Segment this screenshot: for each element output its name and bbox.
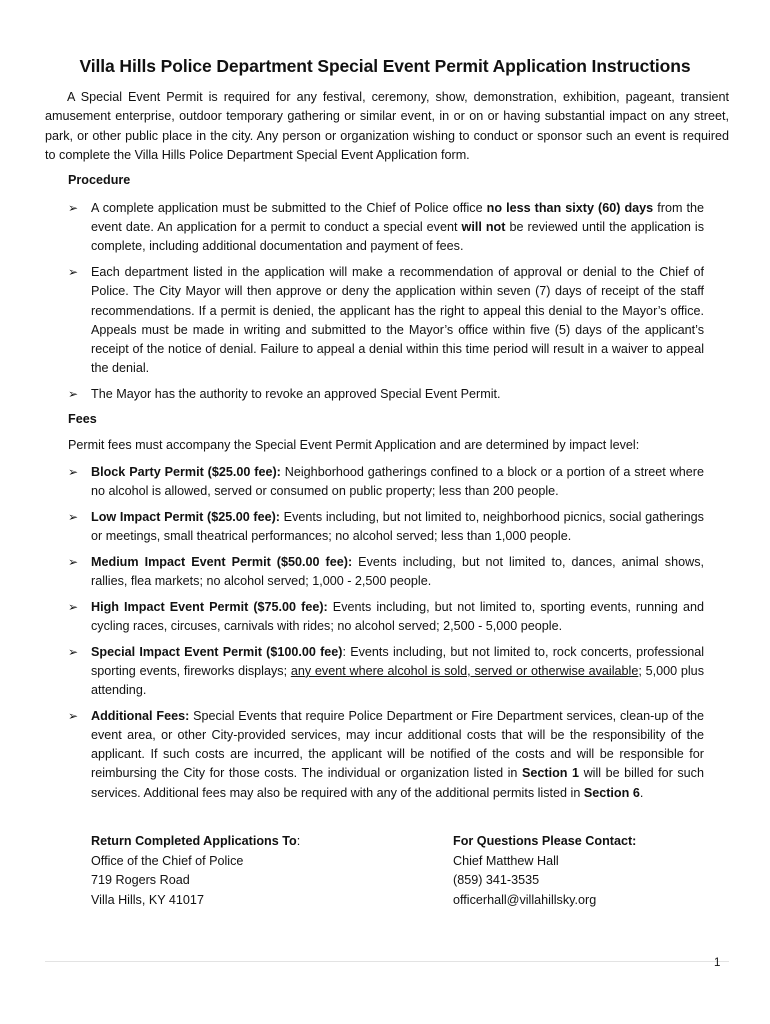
procedure-item-text: A complete application must be submitted to the Chief of Police office <box>91 201 487 215</box>
section-reference: Section 6 <box>583 785 640 800</box>
fee-label: Block Party Permit ($25.00 fee): <box>91 465 281 479</box>
fees-heading: Fees <box>68 412 97 426</box>
contact-email[interactable]: officerhall@villahillsky.org <box>453 892 597 907</box>
alcohol-clause: any event where alcohol is sold, served or otherwise available <box>290 663 639 678</box>
fee-description: : Events including, but not limited to, rock concerts, professional sporting events, fireworks displays; <box>91 644 705 678</box>
procedure-item-text: The Mayor has the authority to revoke an approved Special Event Permit. <box>91 386 501 401</box>
return-address-block <box>91 832 300 910</box>
procedure-item-text: Each department listed in the application will make a recommendation of approval or denial to the Chief of Police. The City Mayor will then approve or deny the application within seven (7) days of receipt of the staff recommendations. If a permit is denied, the applicant has the right to appeal this denial to the Mayor’s office. Appeals must be made in writing and submitted to the Mayor’s office within five (5) days of the applicant’s receipt of the notice of denial. Failure to appeal a denial within this time period will result in a waiver to appeal the denial. <box>91 265 704 376</box>
fee-label: High Impact Event Permit ($75.00 fee): <box>91 599 328 614</box>
section-reference: Section 1 <box>521 766 580 781</box>
return-street: 719 Rogers Road <box>91 873 190 887</box>
procedure-list <box>68 199 704 411</box>
fee-label: Medium Impact Event Permit ($50.00 fee): <box>91 554 353 569</box>
fee-description: Events including, but not limited to, neighborhood picnics, social gatherings or meetings, small theatrical performances; no alcohol served; less than 1,000 people. <box>91 509 704 544</box>
arrow-bullet-icon: ➢ <box>68 386 79 401</box>
procedure-item-text: from the event date. An application for a permit to conduct a special event <box>91 201 705 235</box>
procedure-item <box>68 263 704 378</box>
arrow-bullet-icon: ➢ <box>68 465 79 479</box>
fee-item-low-impact <box>68 508 704 546</box>
return-heading: Return Completed Applications To <box>91 834 297 848</box>
fee-description: Events including, but not limited to, sporting events, running and cycling races, circuses, carnivals with rides; no alcohol served; 2,500 - 5,000 people. <box>91 599 705 633</box>
fee-description: Events including, but not limited to, dances, animal shows, rallies, flea markets; no alcohol served; 1,000 - 2,500 people. <box>91 554 704 589</box>
intro-text: c <box>59 147 66 162</box>
fee-label: Low Impact Permit ($25.00 fee): <box>91 509 280 524</box>
return-heading-colon: : <box>296 834 301 848</box>
fee-description: will be billed for such services. Additional fees may also be required with any of the additional permits listed in <box>91 766 704 800</box>
fee-label: Special Impact Event Permit ($100.00 fee) <box>91 644 343 659</box>
fee-item-block-party <box>68 463 704 501</box>
intro-paragraph <box>45 88 729 165</box>
fees-list <box>68 463 704 809</box>
fee-description: ; 5,000 plus attending. <box>91 663 704 698</box>
arrow-bullet-icon: ➢ <box>68 554 79 569</box>
contact-name: Chief Matthew Hall <box>453 853 559 868</box>
fee-label: Additional Fees: <box>91 708 190 723</box>
intro-text: A Special Event Permit is required for any festival, ceremony, show, demonstration, exhibition, pageant, transient amusement enterprise, outdoor temporary gathering or similar event, in or on or having substantial impact on any street, park, or other public place in the city. Any person or organization wishing to conduct or sponsor such an event is required to <box>45 90 729 162</box>
arrow-bullet-icon: ➢ <box>68 599 79 614</box>
page-number: 1 <box>714 957 721 969</box>
footer-divider <box>45 961 729 962</box>
return-city: Villa Hills, KY 41017 <box>91 892 204 907</box>
fee-description: Special Events that require Police Department or Fire Department services, clean-up of the event area, or other City-provided services, may incur additional costs that will be the responsibility of the applicant. If such costs are incurred, the applicant will be notified of the costs and will be responsible for reimbursing the City for those costs. The individual or organization listed in <box>91 708 704 781</box>
procedure-item-text: be reviewed until the application is complete, including additional documentation and payment of fees. <box>91 220 705 254</box>
deadline-emphasis: no less than sixty (60) days <box>486 201 654 215</box>
return-office: Office of the Chief of Police <box>91 853 244 868</box>
fee-item-high-impact <box>68 598 704 636</box>
arrow-bullet-icon: ➢ <box>68 265 79 280</box>
will-not-emphasis: will not <box>461 220 506 235</box>
fee-description: Neighborhood gatherings confined to a block or a portion of a street where no alcohol is allowed, served or consumed on public property; less than 200 people. <box>91 465 704 499</box>
arrow-bullet-icon: ➢ <box>68 201 79 215</box>
intro-text: omplete the Villa Hills Police Department Special Event Application form. <box>65 147 470 162</box>
arrow-bullet-icon: ➢ <box>68 509 79 524</box>
contact-phone: (859) 341-3535 <box>453 873 540 887</box>
procedure-item <box>68 199 704 257</box>
procedure-heading: Procedure <box>68 173 131 187</box>
procedure-item <box>68 385 704 404</box>
fee-item-special-impact <box>68 643 704 701</box>
arrow-bullet-icon: ➢ <box>68 708 79 723</box>
contact-block <box>453 832 636 910</box>
fees-intro: Permit fees must accompany the Special Event Permit Application and are determined by impact level: <box>68 438 640 452</box>
page-title: Villa Hills Police Department Special Event Permit Application Instructions <box>79 56 691 76</box>
arrow-bullet-icon: ➢ <box>68 644 79 659</box>
fee-item-additional <box>68 707 704 803</box>
fee-description: . <box>639 785 644 800</box>
contact-heading: For Questions Please Contact: <box>453 834 637 848</box>
fee-item-medium-impact <box>68 553 704 591</box>
